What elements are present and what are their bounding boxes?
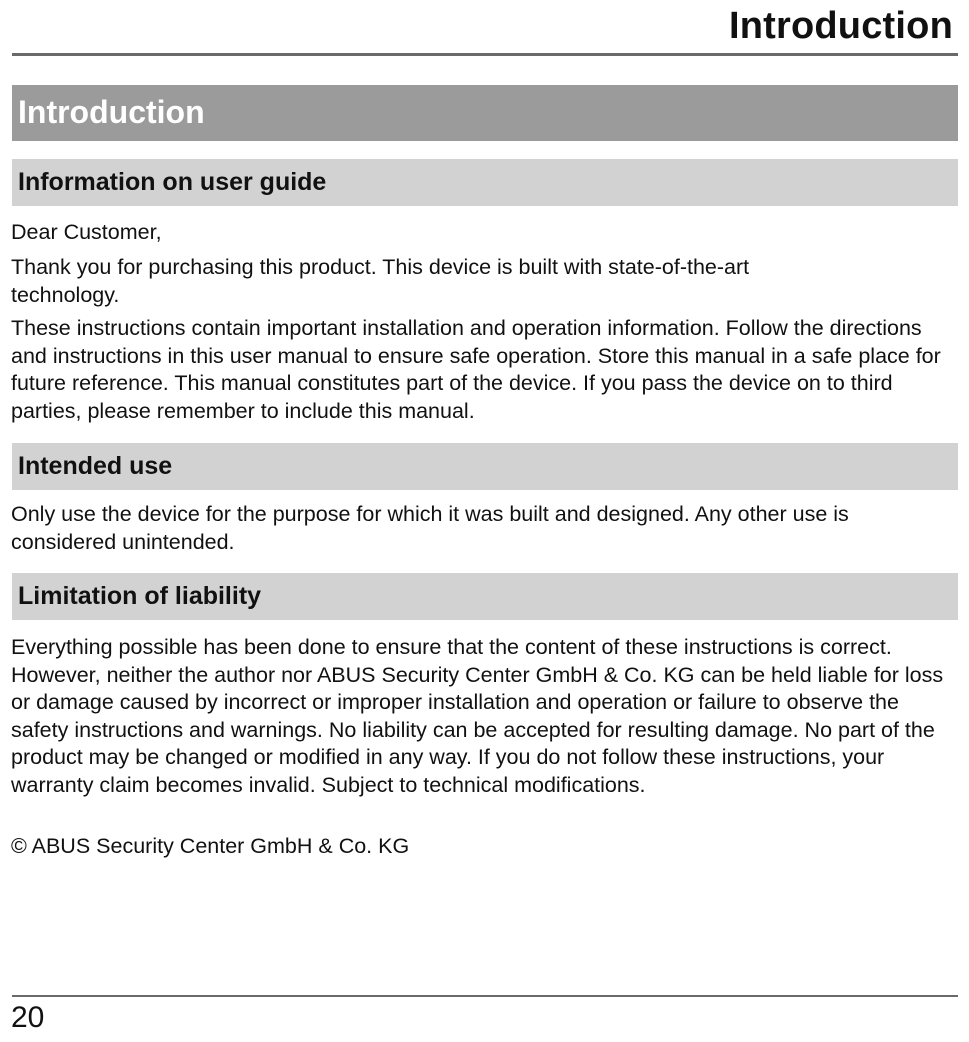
copyright-line: © ABUS Security Center GmbH & Co. KG: [11, 834, 410, 858]
page-number: 20: [11, 1001, 45, 1034]
chapter-title-bar: Introduction: [12, 85, 958, 141]
header-divider: [12, 53, 958, 56]
section-heading-user-guide: Information on user guide: [12, 159, 958, 206]
greeting-paragraph: Dear Customer,: [11, 220, 162, 244]
liability-paragraph: Everything possible has been done to ensure that the content of these instructions is correct. However, neither the author nor ABUS Security Center GmbH & Co. KG can be held liable for loss or damage caused by incorrect or improper installation and operation or failure to observe the safety instructions and warnings. No liability can be accepted for resulting damage. No part of the product may be changed or modified in any way. If you do not follow these instructions, your warranty claim becomes invalid. Subject to technical modifications.: [11, 635, 944, 797]
intended-use-paragraph: Only use the device for the purpose for which it was built and designed. Any other use is considered unintended.: [11, 502, 849, 554]
footer-divider: [12, 995, 958, 997]
running-header-title: Introduction: [728, 5, 953, 47]
section-heading-liability: Limitation of liability: [12, 573, 958, 620]
instructions-paragraph: These instructions contain important installation and operation information. Follow the directions and instructions in this user manual to ensure safe operation. Store this manual in a safe place for future reference. This manual constitutes part of the device. If you pass the device on to third parties, please remember to include this manual.: [11, 316, 941, 423]
section-heading-intended-use: Intended use: [12, 443, 958, 490]
thanks-paragraph: Thank you for purchasing this product. This device is built with state-of-the-art technology.: [11, 255, 750, 307]
